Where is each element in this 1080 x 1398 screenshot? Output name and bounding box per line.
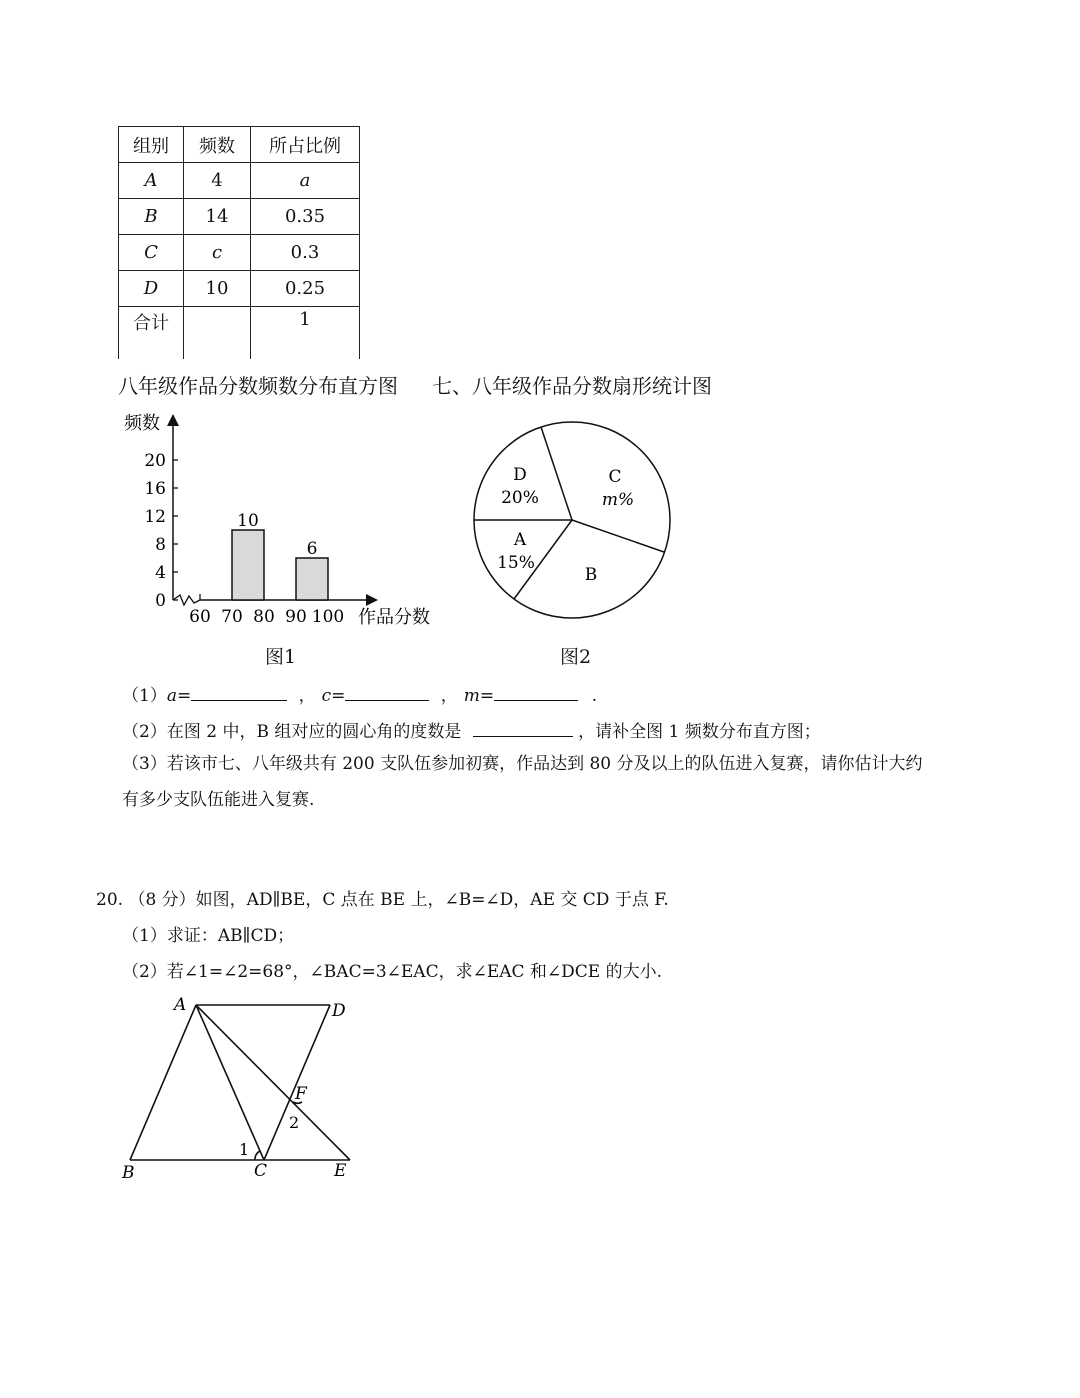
segment-ac bbox=[196, 1005, 264, 1160]
table-cell: 4 bbox=[184, 163, 251, 199]
label-f: F bbox=[295, 1084, 307, 1104]
y-tick-label: 20 bbox=[144, 451, 166, 471]
pie-slice-label-d: 20% bbox=[501, 488, 539, 508]
pie-divider-d-c bbox=[541, 427, 572, 520]
segment-ae bbox=[196, 1005, 350, 1160]
label-a: A bbox=[174, 995, 187, 1015]
question-19-2 bbox=[122, 720, 821, 741]
table-header-row bbox=[119, 127, 360, 163]
histogram-bar bbox=[296, 558, 328, 600]
table-row bbox=[119, 271, 360, 307]
table-header-cell: 所占比例 bbox=[251, 127, 360, 163]
q1-prefix: （1） bbox=[122, 686, 167, 706]
x-tick-label: 60 bbox=[189, 607, 211, 627]
y-tick-label: 16 bbox=[144, 479, 166, 499]
pie-slice-name-c: C bbox=[608, 467, 622, 487]
figure-1-label: 图1 bbox=[265, 646, 297, 668]
table-cell: 0.3 bbox=[251, 235, 360, 271]
problem-20-stem bbox=[96, 892, 669, 909]
pie-divider-c-b bbox=[572, 520, 664, 552]
table-cell: 0.35 bbox=[251, 199, 360, 235]
problem-20-q2: （2）若∠1=∠2=68°，∠BAC=3∠EAC，求∠EAC 和∠DCE 的大小. bbox=[122, 962, 663, 982]
label-e: E bbox=[334, 1161, 347, 1181]
y-tick-label: 12 bbox=[144, 507, 166, 527]
bar-value-label: 10 bbox=[237, 511, 259, 531]
table-cell: B bbox=[119, 199, 184, 235]
bar-value-label: 6 bbox=[306, 539, 318, 559]
q2-tail: ，请补全图 1 频数分布直方图； bbox=[578, 722, 821, 742]
label-d: D bbox=[332, 1001, 346, 1021]
table-row bbox=[119, 307, 360, 360]
label-angle-1: 1 bbox=[239, 1140, 250, 1159]
q1-separator: ， bbox=[298, 686, 316, 706]
problem-20-q1: （1）求证：AB∥CD； bbox=[122, 926, 295, 946]
table-row bbox=[119, 199, 360, 235]
label-angle-2: 2 bbox=[289, 1113, 300, 1132]
question-19-1 bbox=[122, 684, 597, 705]
y-tick-label: 8 bbox=[155, 535, 166, 555]
figure-2-label: 图2 bbox=[560, 646, 592, 668]
q1-c-label: c= bbox=[321, 686, 346, 706]
histogram-title: 八年级作品分数频数分布直方图 bbox=[118, 374, 398, 398]
pie-title: 七、八年级作品分数扇形统计图 bbox=[432, 374, 712, 398]
label-b: B bbox=[122, 1163, 135, 1183]
table-header-cell: 频数 bbox=[184, 127, 251, 163]
x-tick-label: 80 bbox=[253, 607, 275, 627]
table-cell: a bbox=[251, 163, 360, 199]
pie-slice-name-d: D bbox=[513, 465, 527, 485]
table-cell: 10 bbox=[184, 271, 251, 307]
x-tick-label: 90 bbox=[285, 607, 307, 627]
answer-blank-angle[interactable] bbox=[473, 720, 573, 737]
table-row bbox=[119, 235, 360, 271]
table-cell: 14 bbox=[184, 199, 251, 235]
table-cell: C bbox=[119, 235, 184, 271]
segment-ab bbox=[130, 1005, 196, 1160]
question-19-3-continued: 有多少支队伍能进入复赛. bbox=[122, 790, 315, 810]
table-cell: 1 bbox=[251, 307, 360, 360]
table-cell: A bbox=[119, 163, 184, 199]
pie-slice-label-c: m% bbox=[601, 490, 635, 510]
problem-number: 20. bbox=[96, 890, 124, 910]
q2-text: （2）在图 2 中，B 组对应的圆心角的度数是 bbox=[122, 722, 462, 742]
q1-end: . bbox=[591, 686, 597, 706]
histogram-chart bbox=[110, 405, 460, 635]
y-tick-label: 0 bbox=[155, 591, 166, 611]
x-tick-label: 100 bbox=[311, 607, 345, 627]
pie-slice-label-a: 15% bbox=[497, 553, 535, 573]
histogram-bar bbox=[232, 530, 264, 600]
table-cell bbox=[184, 307, 251, 360]
answer-blank-a[interactable] bbox=[191, 684, 287, 701]
pie-slice-name-a: A bbox=[513, 530, 527, 550]
x-axis-label: 作品分数 bbox=[358, 607, 430, 628]
question-19-3: （3）若该市七、八年级共有 200 支队伍参加初赛，作品达到 80 分及以上的队伍进入复赛，请你估计大约 bbox=[122, 754, 923, 774]
frequency-table bbox=[118, 126, 360, 359]
table-cell: D bbox=[119, 271, 184, 307]
q1-separator: ， bbox=[440, 686, 458, 706]
x-tick-label: 70 bbox=[221, 607, 243, 627]
pie-slice-name-b: B bbox=[584, 565, 598, 585]
answer-blank-m[interactable] bbox=[494, 684, 578, 701]
angle-1-arc bbox=[255, 1151, 260, 1160]
table-header-cell: 组别 bbox=[119, 127, 184, 163]
answer-blank-c[interactable] bbox=[345, 684, 429, 701]
table-cell: 合计 bbox=[119, 307, 184, 360]
q1-a-label: a= bbox=[166, 686, 192, 706]
table-row bbox=[119, 163, 360, 199]
problem-stem-text: （8 分）如图，AD∥BE，C 点在 BE 上，∠B=∠D，AE 交 CD 于点 F. bbox=[128, 890, 669, 910]
y-axis-label: 频数 bbox=[124, 413, 160, 434]
table-cell: c bbox=[184, 235, 251, 271]
y-tick-label: 4 bbox=[155, 563, 166, 583]
q1-m-label: m= bbox=[463, 686, 495, 706]
bars bbox=[232, 511, 328, 600]
geometry-figure bbox=[110, 990, 370, 1185]
table-cell: 0.25 bbox=[251, 271, 360, 307]
label-c: C bbox=[254, 1161, 268, 1181]
pie-chart bbox=[460, 410, 690, 630]
